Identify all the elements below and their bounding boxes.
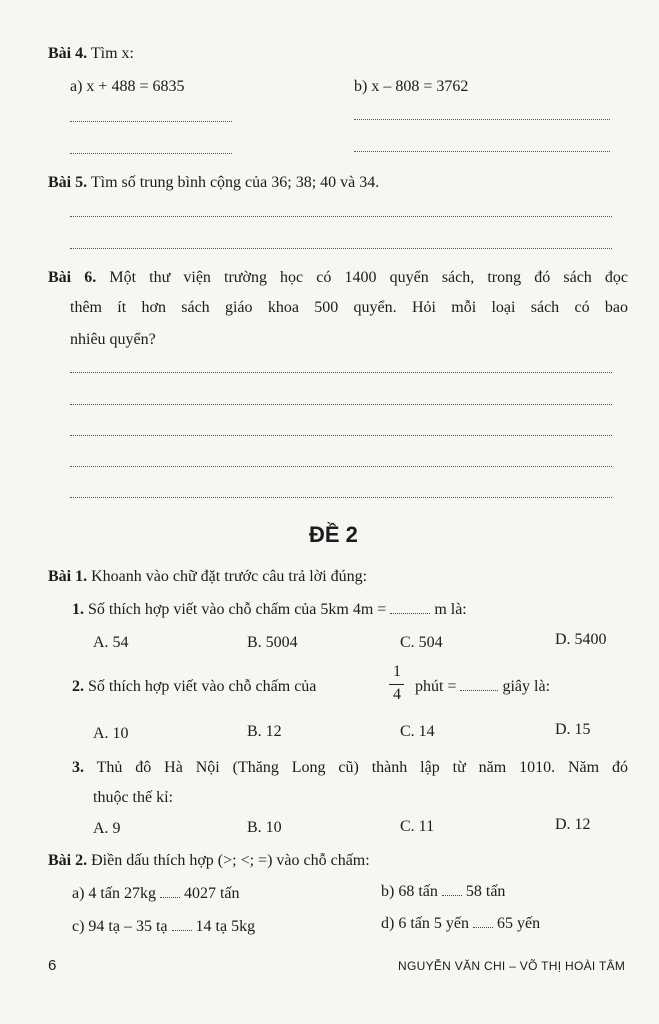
bai2-d-left: d) 6 tấn 5 yến [381, 915, 469, 932]
de2-bai1-heading [48, 567, 367, 587]
bai2-d-right: 65 yến [496, 915, 541, 932]
bai2-a-left: a) 4 tấn 27kg [72, 885, 156, 902]
bai5-text: Tìm số trung bình cộng của 36; 38; 40 và 34. [90, 174, 380, 191]
q1-option-b: B. 5004 [247, 634, 298, 651]
bai2-c-left: c) 94 tạ – 35 tạ [72, 918, 168, 935]
answer-line [70, 466, 612, 467]
question-1-number: 1. [72, 601, 84, 618]
question-2-middle: phút = [415, 678, 457, 695]
q3-option-c: C. 11 [400, 818, 435, 835]
bai5-title: Bài 5. [48, 174, 88, 191]
q2-option-d: D. 15 [555, 721, 591, 738]
bai5-heading [48, 173, 379, 193]
bai2-item-c [72, 917, 255, 937]
page-number: 6 [48, 957, 57, 974]
bai6-line2: thêm ít hơn sách giáo khoa 500 quyển. Hỏi mỗi loại sách có bao [70, 299, 628, 316]
question-1-text: Số thích hợp viết vào chỗ chấm của 5km 4m = [88, 601, 387, 618]
q2-option-a: A. 10 [93, 725, 129, 742]
bai2-c-right: 14 tạ 5kg [195, 918, 256, 935]
bai4-heading [48, 44, 134, 64]
answer-line [70, 435, 612, 436]
bai6-line3: nhiêu quyển? [70, 331, 156, 348]
question-3-line1 [72, 758, 628, 778]
de2-bai1-text: Khoanh vào chữ đặt trước câu trả lời đúng: [91, 568, 368, 585]
bai2-item-d [381, 914, 540, 934]
blank-dots [460, 680, 498, 691]
de2-bai1-title: Bài 1. [48, 568, 88, 585]
answer-line [70, 497, 612, 498]
q1-option-d: D. 5400 [555, 631, 607, 648]
bai2-item-b [381, 882, 505, 902]
bai6-text: Một thư viện trường học có 1400 quyển sách, trong đó sách đọc [109, 269, 629, 286]
question-3-line2: thuộc thế kỉ: [93, 789, 173, 806]
question-2-text: Số thích hợp viết vào chỗ chấm của [88, 678, 317, 695]
answer-line [70, 216, 612, 217]
answer-line [70, 404, 612, 405]
answer-line [354, 151, 610, 152]
bai4-title: Bài 4. [48, 45, 88, 62]
q1-option-c: C. 504 [400, 634, 443, 651]
bai4-text: Tìm x: [90, 45, 134, 62]
q3-option-a: A. 9 [93, 820, 121, 837]
question-2-rest [415, 677, 550, 697]
answer-line [70, 121, 232, 122]
question-2-number: 2. [72, 678, 84, 695]
blank-dots [172, 920, 192, 931]
fraction-bar [389, 684, 404, 685]
question-2 [72, 677, 316, 697]
answer-line [70, 153, 232, 154]
bai2-item-a [72, 884, 240, 904]
de2-bai2-title: Bài 2. [48, 852, 88, 869]
de2-bai2-text: Điền dấu thích hợp (>; <; =) vào chỗ chấm: [91, 852, 370, 869]
q3-option-d: D. 12 [555, 816, 591, 833]
bai6-line1 [48, 268, 628, 288]
answer-line [70, 372, 612, 373]
footer-authors: NGUYỄN VĂN CHI – VÕ THỊ HOÀI TÂM [398, 959, 626, 973]
q2-option-c: C. 14 [400, 723, 435, 740]
bai2-b-right: 58 tấn [465, 883, 506, 900]
question-3-text: Thủ đô Hà Nội (Thăng Long cũ) thành lập từ năm 1010. Năm đó [96, 759, 628, 776]
bai4-part-a: a) x + 488 = 6835 [70, 78, 185, 95]
blank-dots [473, 917, 493, 928]
answer-line [354, 119, 610, 120]
de2-bai2-heading [48, 851, 370, 871]
question-1 [72, 600, 467, 620]
q3-option-b: B. 10 [247, 819, 282, 836]
fraction-numerator: 1 [393, 663, 401, 680]
bai2-b-left: b) 68 tấn [381, 883, 438, 900]
question-3-number: 3. [72, 759, 84, 776]
blank-dots [390, 603, 430, 614]
bai2-a-right: 4027 tấn [183, 885, 240, 902]
q1-option-a: A. 54 [93, 634, 129, 651]
q2-option-b: B. 12 [247, 723, 282, 740]
bai4-part-b: b) x – 808 = 3762 [354, 78, 469, 95]
question-1-after: m là: [434, 601, 467, 618]
blank-dots [160, 887, 180, 898]
blank-dots [442, 885, 462, 896]
bai6-title: Bài 6. [48, 269, 97, 286]
fraction-denominator: 4 [393, 686, 401, 703]
question-2-after: giây là: [502, 678, 551, 695]
de2-heading: ĐỀ 2 [309, 522, 358, 547]
answer-line [70, 248, 612, 249]
